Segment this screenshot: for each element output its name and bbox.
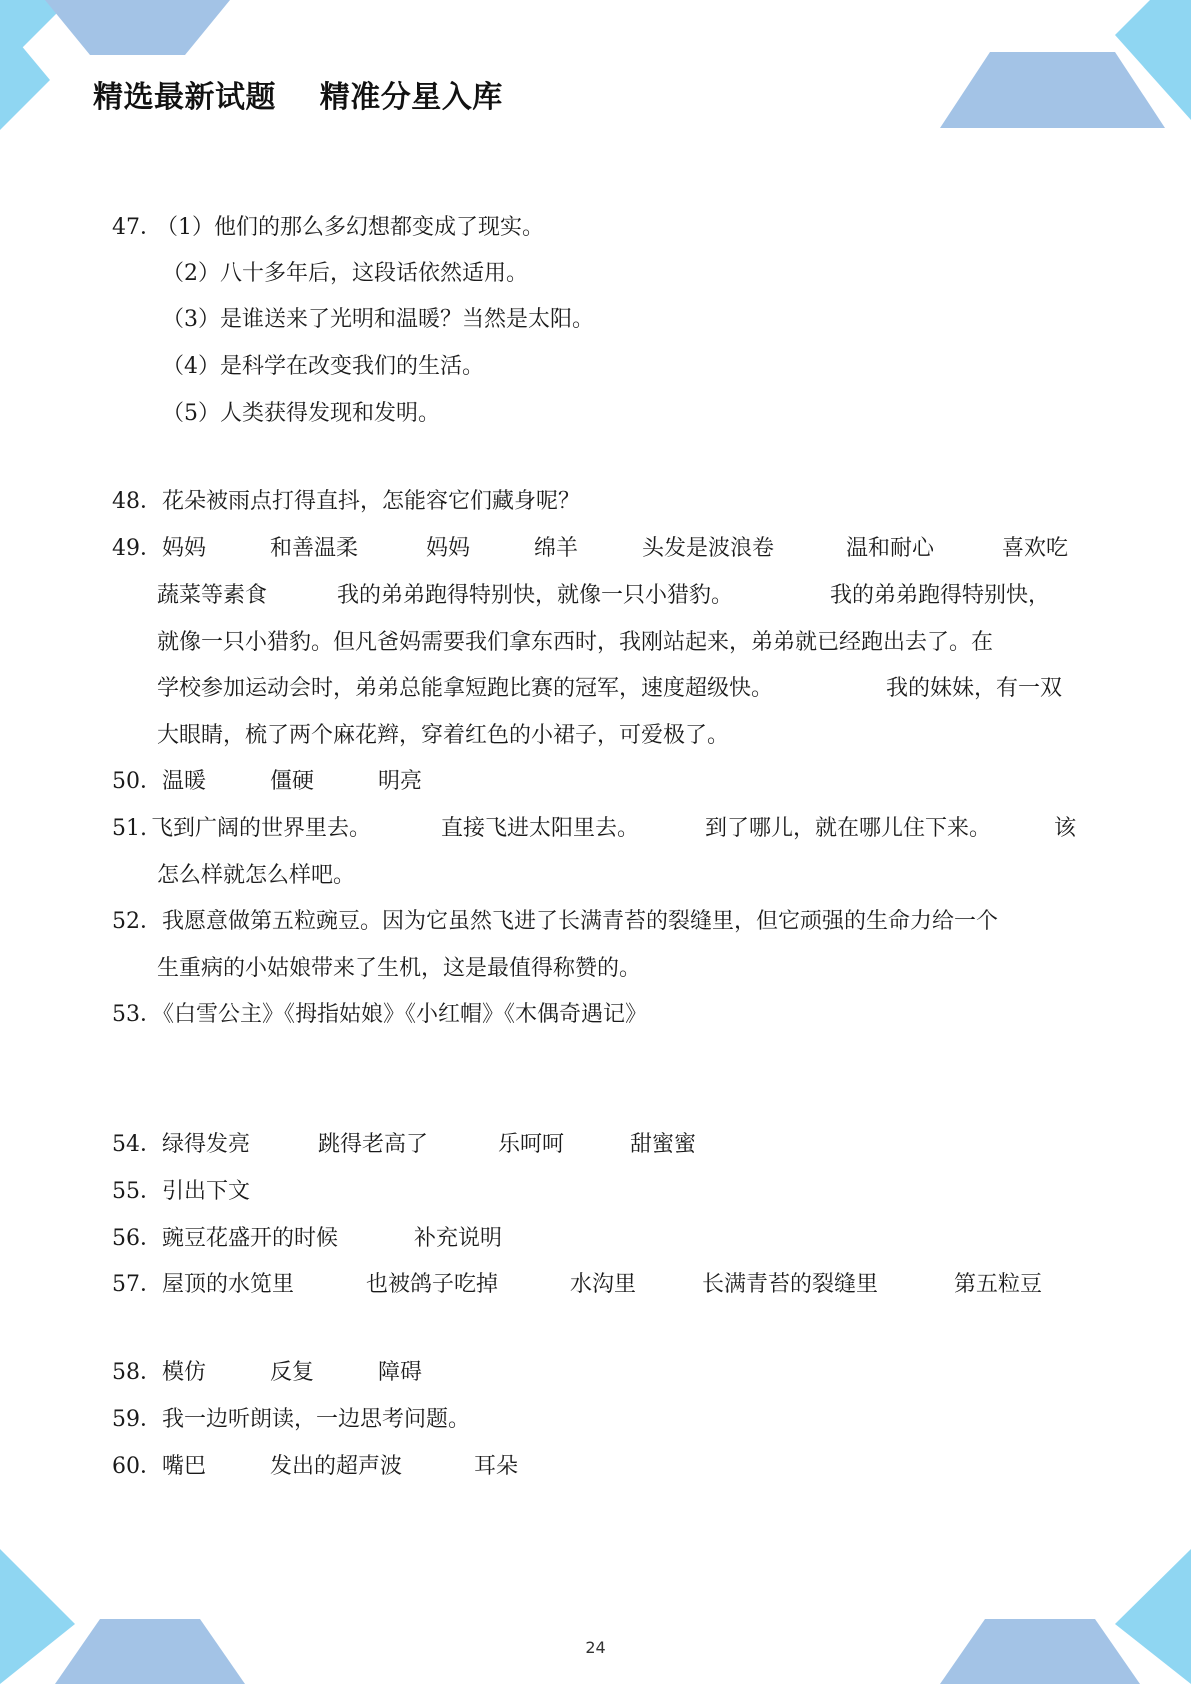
- answer-line: 花朵被雨点打得直抖，怎能容它们藏身呢？: [162, 489, 581, 514]
- answer-item: 头发是波浪卷: [642, 536, 775, 561]
- answer-line: （2）八十多年后，这段话依然适用。: [162, 261, 528, 286]
- answer-item: 豌豆花盛开的时候: [162, 1226, 339, 1251]
- answer-item: 障碍: [378, 1360, 423, 1385]
- question-number: 60．: [112, 1454, 162, 1479]
- question-number: 58．: [112, 1360, 162, 1385]
- answer-item: 甜蜜蜜: [630, 1132, 697, 1157]
- answer-line: （5）人类获得发现和发明。: [162, 401, 440, 426]
- answer-item: 乐呵呵: [498, 1132, 565, 1157]
- answer-item: 到了哪儿，就在哪儿住下来。: [705, 816, 992, 841]
- question-number: 57．: [112, 1272, 162, 1297]
- answer-item: 该: [1054, 816, 1077, 841]
- question-number: 54．: [112, 1132, 162, 1157]
- question-number: 47．: [112, 215, 162, 240]
- answer-line: 怎么样就怎么样吧。: [157, 863, 356, 888]
- answer-line: （1）他们的那么多幻想都变成了现实。: [156, 215, 544, 240]
- answer-item: 温和耐心: [846, 536, 935, 561]
- answer-item: 屋顶的水笕里: [162, 1272, 295, 1297]
- answer-item: 补充说明: [414, 1226, 503, 1251]
- header-title: 精选最新试题 精准分星入库: [93, 80, 503, 115]
- answer-line: 大眼睛，梳了两个麻花辫，穿着红色的小裙子，可爱极了。: [157, 723, 730, 748]
- question-number: 50．: [112, 769, 162, 794]
- answer-item: 妈妈: [426, 536, 471, 561]
- answer-item: 明亮: [378, 769, 423, 794]
- answer-item: 温暖: [162, 769, 207, 794]
- answer-line: 就像一只小猎豹。但凡爸妈需要我们拿东西时，我刚站起来，弟弟就已经跑出去了。在: [157, 630, 994, 655]
- answer-item: 飞到广阔的世界里去。: [151, 816, 372, 841]
- answer-item: 水沟里: [570, 1272, 637, 1297]
- question-number: 55．: [112, 1179, 162, 1204]
- answer-item: 长满青苔的裂缝里: [702, 1272, 879, 1297]
- answer-line: 我一边听朗读，一边思考问题。: [162, 1407, 471, 1432]
- answer-line: 生重病的小姑娘带来了生机，这是最值得称赞的。: [157, 956, 642, 981]
- answer-item: 蔬菜等素食: [157, 583, 268, 608]
- question-number: 52．: [112, 909, 162, 934]
- answer-line: 《白雪公主》《拇指姑娘》《小红帽》《木偶奇遇记》: [152, 1002, 648, 1027]
- answer-item: 和善温柔: [270, 536, 359, 561]
- answer-line: 引出下文: [162, 1179, 251, 1204]
- answer-item: 直接飞进太阳里去。: [441, 816, 640, 841]
- answer-item: 发出的超声波: [270, 1454, 403, 1479]
- answer-line: （4）是科学在改变我们的生活。: [162, 354, 484, 379]
- answer-item: 嘴巴: [162, 1454, 207, 1479]
- answer-item: 耳朵: [474, 1454, 519, 1479]
- answer-item: 僵硬: [270, 769, 315, 794]
- answer-item: 模仿: [162, 1360, 207, 1385]
- question-number: 53．: [112, 1002, 162, 1027]
- answer-item: 我的妹妹，有一双: [886, 676, 1063, 701]
- answer-item: 我的弟弟跑得特别快，就像一只小猎豹。: [337, 583, 734, 608]
- answer-item: 绵羊: [534, 536, 579, 561]
- question-number: 56．: [112, 1226, 162, 1251]
- question-number: 51.: [112, 816, 147, 841]
- answer-item: 第五粒豆: [954, 1272, 1043, 1297]
- answer-item: 反复: [270, 1360, 315, 1385]
- answer-line: 我愿意做第五粒豌豆。因为它虽然飞进了长满青苔的裂缝里，但它顽强的生命力给一个: [162, 909, 999, 934]
- question-number: 49．: [112, 536, 162, 561]
- answer-item: 跳得老高了: [318, 1132, 429, 1157]
- question-number: 48．: [112, 489, 162, 514]
- question-number: 59．: [112, 1407, 162, 1432]
- answer-item: 妈妈: [162, 536, 207, 561]
- answer-item: 绿得发亮: [162, 1132, 251, 1157]
- answer-item: 喜欢吃: [1002, 536, 1069, 561]
- answer-item: 也被鸽子吃掉: [366, 1272, 499, 1297]
- answer-item: 学校参加运动会时，弟弟总能拿短跑比赛的冠军，速度超级快。: [157, 676, 774, 701]
- answer-line: （3）是谁送来了光明和温暖？当然是太阳。: [162, 307, 594, 332]
- page-number: 24: [585, 1638, 606, 1657]
- answer-item: 我的弟弟跑得特别快，: [830, 583, 1051, 608]
